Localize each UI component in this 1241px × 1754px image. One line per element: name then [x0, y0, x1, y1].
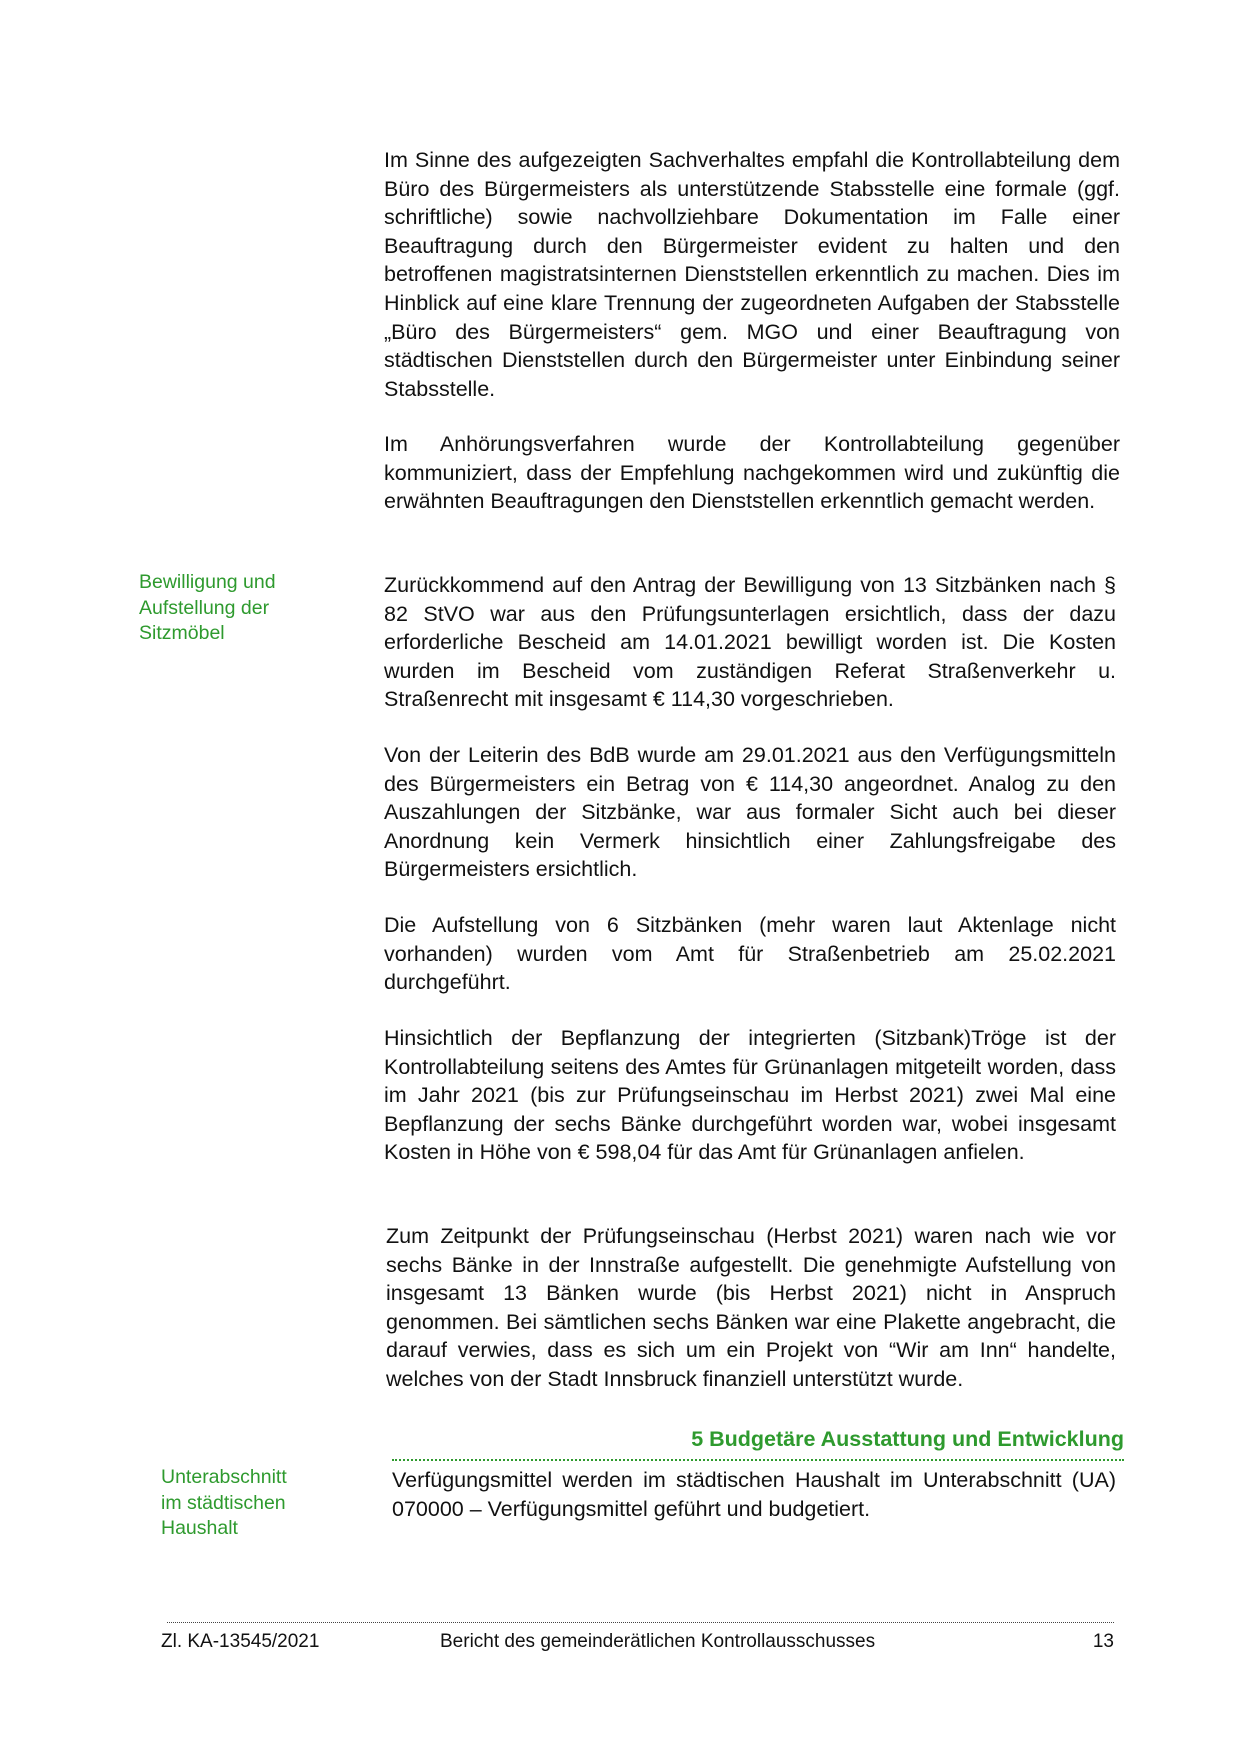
paragraph-planting-costs: Hinsichtlich der Bepflanzung der integrierten (Sitzbank)Tröge ist der Kontrollabteilung seitens des Amtes für Grünanlagen mitgeteilt worden, dass im Jahr 2021 (bis zur Prüfungseinschau im Herbst 2021) zwei Mal eine Bepflanzung der sechs Bänke durchgeführt worden war, wobei insgesamt Kosten in Höhe von € 598,04 für das Amt für Grünanlagen anfielen. [384, 1026, 1116, 1165]
paragraph-budget-allocation: Verfügungsmittel werden im städtischen Haushalt im Unterabschnitt (UA) 070000 – Verfügungsmittel geführt und budgetiert. [392, 1468, 1116, 1521]
paragraph-approval-notice: Zurückkommend auf den Antrag der Bewilligung von 13 Sitzbänken nach § 82 StVO war aus den Prüfungsunterlagen ersichtlich, dass der dazu erforderliche Bescheid am 14.01.2021 bewilligt worden ist. Die Kosten wurden im Bescheid vom zuständigen Referat Straßenverkehr u. Straßenrecht mit insgesamt € 114,30 vorgeschrieben. [384, 573, 1116, 712]
paragraph-audit-status: Zum Zeitpunkt der Prüfungseinschau (Herbst 2021) waren nach wie vor sechs Bänke in der Innstraße aufgestellt. Die genehmigte Aufstellung von insgesamt 13 Bänken wurde (bis Herbst 2021) nicht in Anspruch genommen. Bei sämtlichen sechs Bänken war eine Plakette angebracht, die darauf verwies, dass es sich um ein Projekt von “Wir am Inn“ handelte, welches von der Stadt Innsbruck finanziell unterstützt wurde. [386, 1224, 1116, 1391]
margin-note-line: Haushalt [161, 1517, 238, 1540]
margin-note-line: Aufstellung der [139, 596, 270, 619]
footer-page-number: 13 [1092, 1631, 1114, 1652]
margin-note-line: Bewilligung und [139, 571, 276, 593]
margin-note-line: Unterabschnitt [161, 1466, 287, 1488]
footer-rule [167, 1622, 1114, 1623]
margin-note-line: im städtischen [161, 1491, 286, 1514]
margin-note-approval-seating [139, 570, 276, 647]
margin-note-line: Sitzmöbel [139, 622, 225, 645]
paragraph-hearing-procedure: Im Anhörungsverfahren wurde der Kontrollabteilung gegenüber kommuniziert, dass der Empfehlung nachgekommen wird und zukünftig die erwähnten Beauftragungen den Dienststellen erkenntlich gemacht werden. [384, 432, 1120, 514]
footer-reference: Zl. KA-13545/2021 [161, 1631, 320, 1652]
margin-note-subsection-budget [161, 1465, 287, 1542]
paragraph-recommendation: Im Sinne des aufgezeigten Sachverhaltes empfahl die Kontrollabteilung dem Büro des Bürgermeisters als unterstützende Stabsstelle eine formale (ggf. schriftliche) sowie nachvollziehbare Dokumentation im Falle einer Beauftragung durch den Bürgermeister evident zu halten und den betroffenen magistratsinternen Dienststellen erkenntlich zu machen. Dies im Hinblick auf eine klare Trennung der zugeordneten Aufgaben der Stabsstelle „Büro des Bürgermeisters“ gem. MGO und einer Beauftragung von städtischen Dienststellen durch den Bürgermeister unter Einbindung seiner Stabsstelle. [384, 148, 1120, 401]
section-heading: 5 Budgetäre Ausstattung und Entwicklung [691, 1427, 1124, 1451]
paragraph-bench-installation: Die Aufstellung von 6 Sitzbänken (mehr waren laut Aktenlage nicht vorhanden) wurden vom Amt für Straßenbetrieb am 25.02.2021 durchgeführt. [384, 913, 1116, 995]
section-heading-rule [392, 1459, 1124, 1461]
paragraph-disbursement-order: Von der Leiterin des BdB wurde am 29.01.2021 aus den Verfügungsmitteln des Bürgermeisters ein Betrag von € 114,30 angeordnet. Analog zu den Auszahlungen der Sitzbänke, war aus formaler Sicht auch bei dieser Anordnung kein Vermerk hinsichtlich einer Zahlungsfreigabe des Bürgermeisters ersichtlich. [384, 743, 1116, 882]
footer-report-title: Bericht des gemeinderätlichen Kontrollausschusses [440, 1631, 876, 1652]
